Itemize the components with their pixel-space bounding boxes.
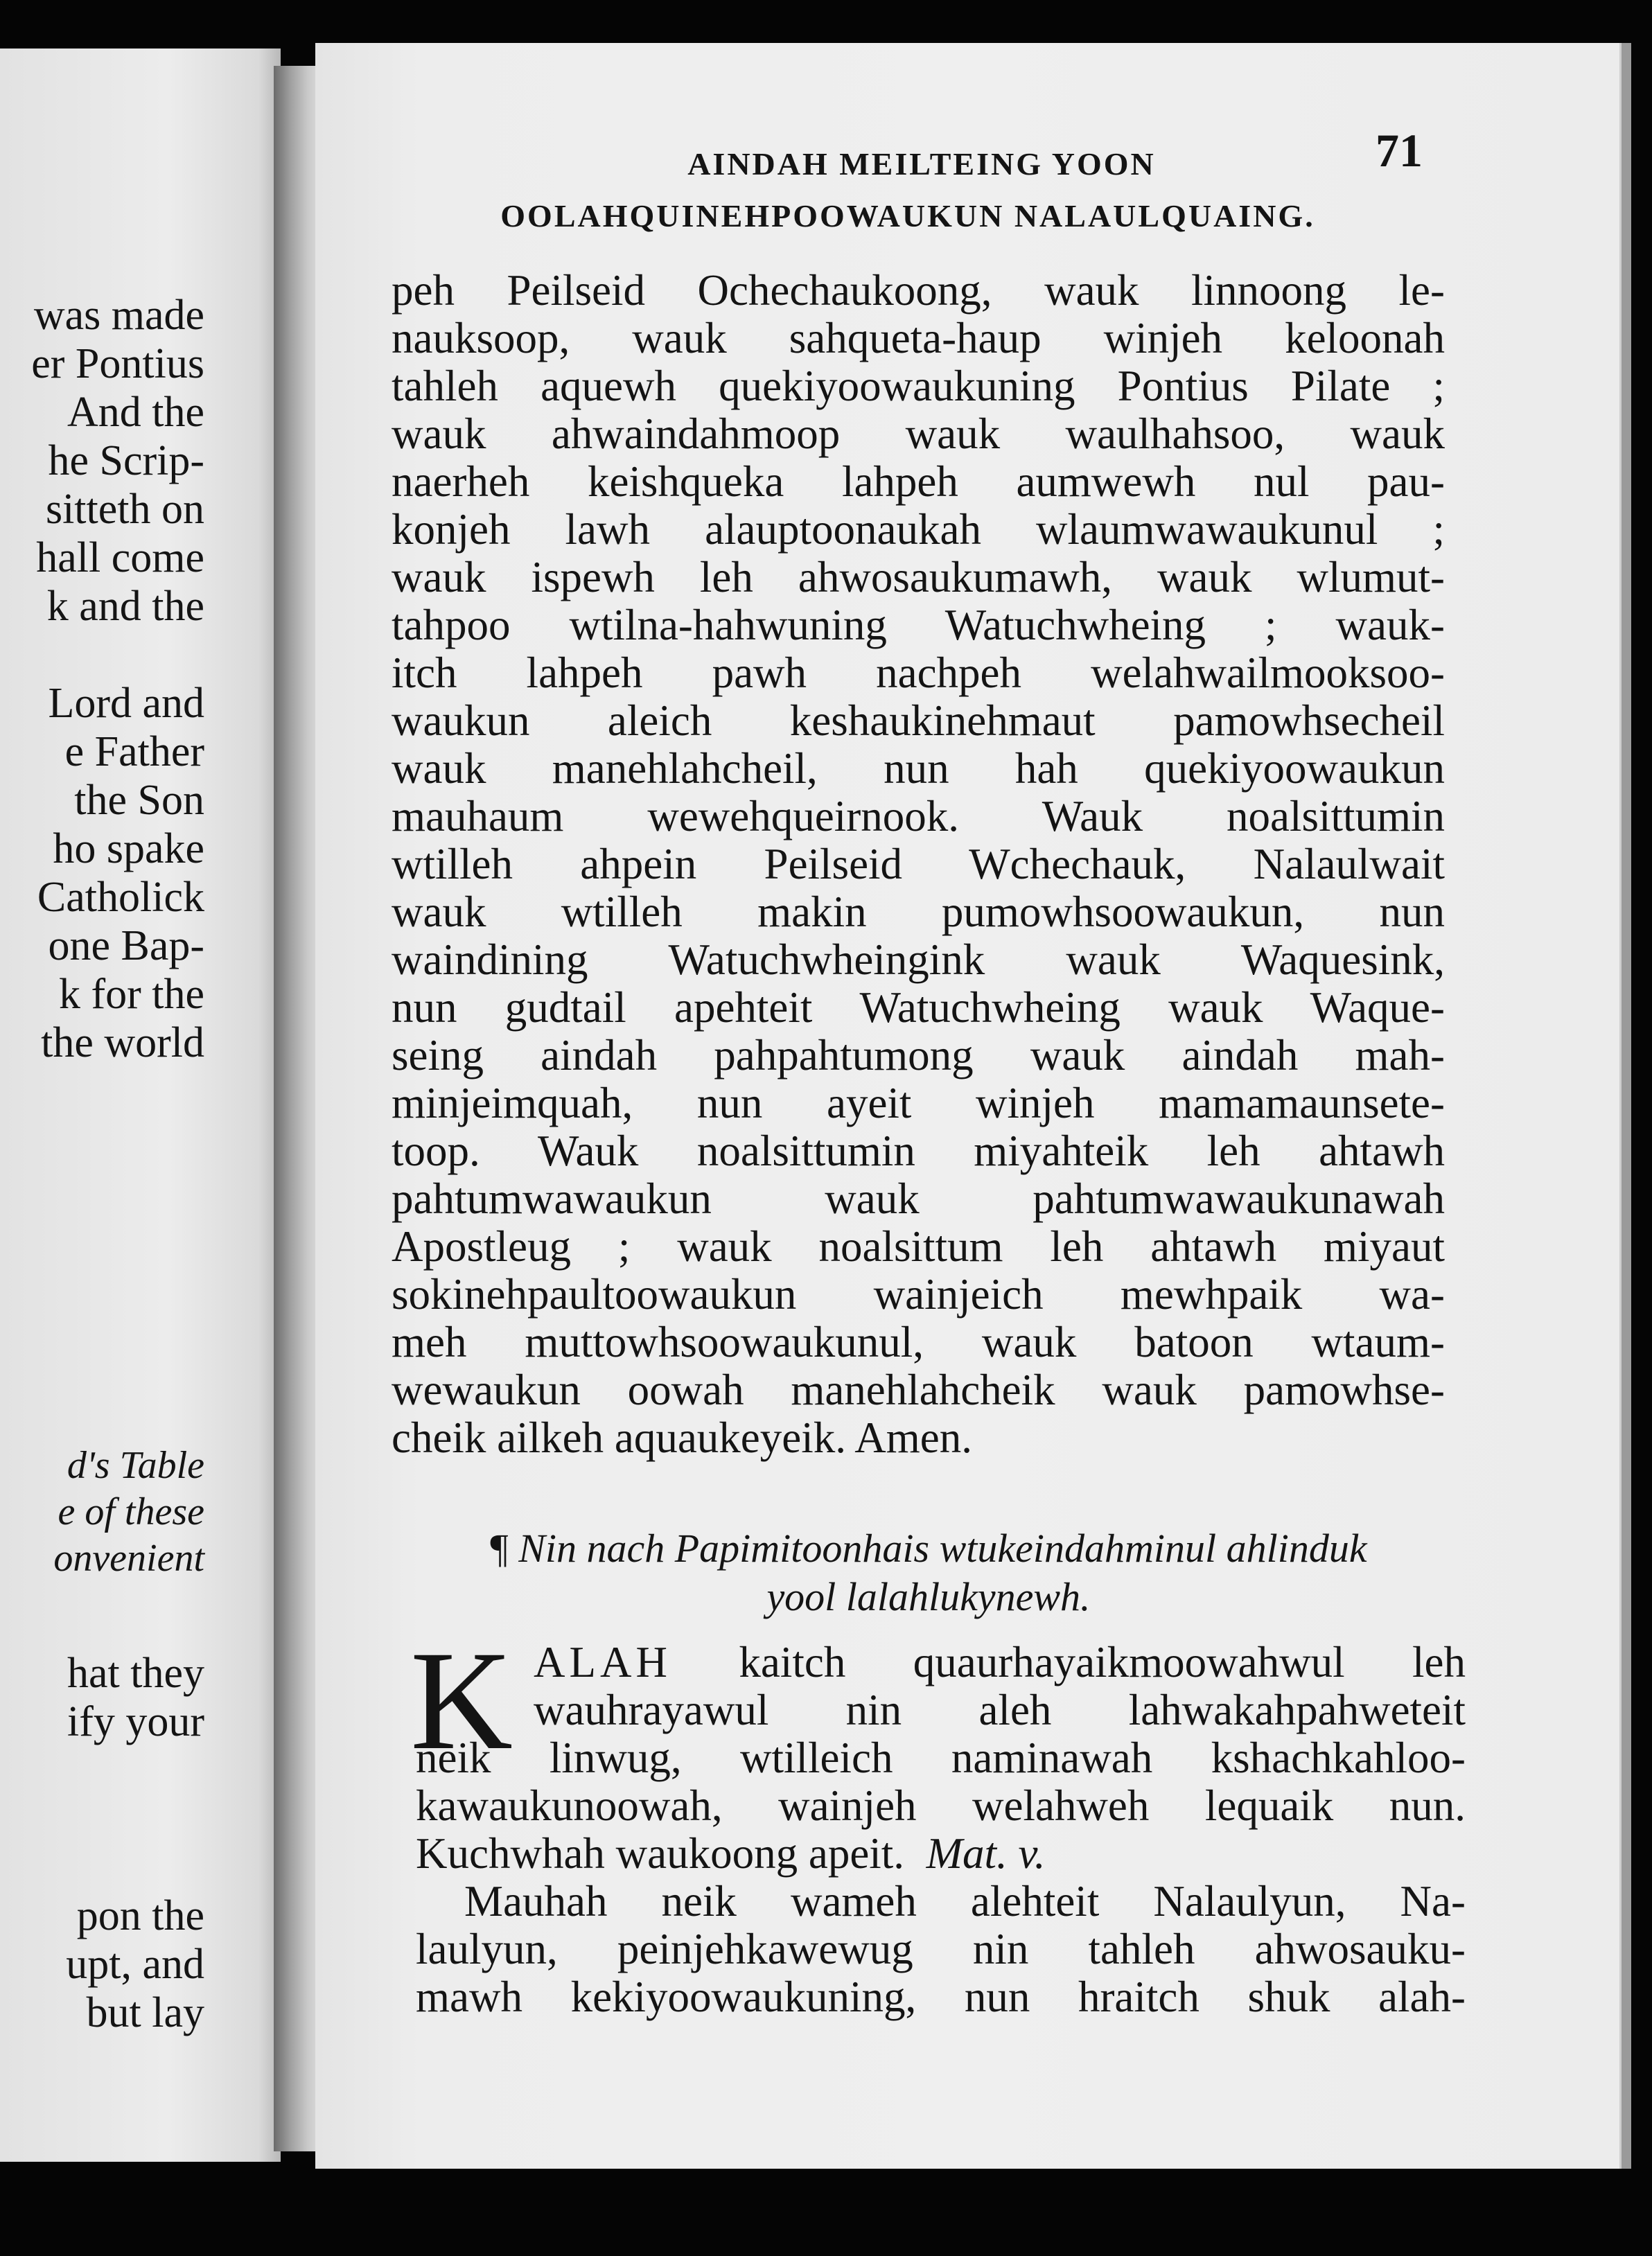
text-line: waindining Watuchwheingink wauk Waquesink, (392, 935, 1445, 984)
text-line: wewaukun oowah manehlahcheik wauk pamowhse- (392, 1366, 1445, 1414)
left-line: upt, and (66, 1941, 204, 1988)
text-line: naerheh keishqueka lahpeh aumwewh nul pau- (392, 457, 1445, 506)
text-line: pahtumwawaukun wauk pahtumwawaukunawah (392, 1174, 1445, 1223)
text-line: wauk ahwaindahmoop wauk waulhahsoo, wauk (392, 409, 1445, 458)
text-line: neik linwug, wtilleich naminawah kshachkahloo- (416, 1734, 1466, 1782)
sentence-paragraph-top (534, 1639, 1466, 1734)
running-head-line2: OOLAHQUINEHPOOWAUKUN NALAULQUAING. (500, 198, 1315, 233)
left-line: sitteth on (45, 486, 204, 533)
left-line: k and the (46, 583, 204, 630)
text-line: peh Peilseid Ochechaukoong, wauk linnoong le- (392, 266, 1445, 315)
left-line: ify your (67, 1698, 204, 1745)
text-line: tahpoo wtilna-hahwuning Watuchwheing ; wauk- (392, 601, 1445, 649)
text-line: wauk wtilleh makin pumowhsoowaukun, nun (392, 888, 1445, 936)
text-line: kawaukunoowah, wainjeh welahweh lequaik nun. (416, 1781, 1466, 1830)
text-line: nauksoop, wauk sahqueta-haup winjeh keloonah (392, 314, 1445, 362)
left-rubric-line: onvenient (53, 1537, 204, 1580)
text-line: minjeimquah, nun ayeit winjeh mamamaunsete- (392, 1079, 1445, 1127)
text-line: mauhaum wewehqueirnook. Wauk noalsittumin (392, 792, 1445, 840)
left-line: hat they (67, 1650, 204, 1697)
page-number: 71 (1376, 124, 1423, 177)
left-line: Lord and (48, 680, 204, 727)
left-line: e Father (64, 728, 204, 775)
rubric-line1: Nin nach Papimitoonhais wtukeindahminul ahlinduk (518, 1526, 1367, 1571)
text-line: wauhrayawul nin aleh lahwakahpahweteit (534, 1686, 1466, 1734)
text-line: laulyun, peinjehkawewug nin tahleh ahwosauku- (416, 1925, 1466, 1973)
sentence-paragraph (416, 1734, 1466, 2021)
drop-cap: K (410, 1622, 513, 1779)
left-line: was made (33, 292, 204, 339)
left-line: Catholick (37, 874, 204, 921)
scripture-ref: Mat. v. (926, 1829, 1046, 1878)
text-line: wauk manehlahcheil, nun hah quekiyoowaukun (392, 744, 1445, 793)
text-line: seing aindah pahpahtumong wauk aindah mah- (392, 1031, 1445, 1079)
pilcrow-mark: ¶ (490, 1526, 509, 1571)
left-line: er Pontius (31, 340, 204, 387)
left-line: ho spake (53, 825, 204, 872)
text-line (534, 1639, 1466, 1686)
text-line: toop. Wauk noalsittumin miyahteik leh ahtawh (392, 1127, 1445, 1175)
text-line: waukun aleich keshaukinehmaut pamowhsecheil (392, 696, 1445, 745)
left-line: one Bap- (48, 922, 204, 969)
text-line: tahleh aquewh quekiyoowaukuning Pontius Pilate ; (392, 362, 1445, 410)
left-line: he Scrip- (48, 437, 204, 484)
text-line-start: Kuchwhah waukoong apeit. (416, 1829, 905, 1878)
rubric-line2: yool lalahlukynewh. (766, 1574, 1091, 1619)
left-rubric-line: e of these (58, 1490, 204, 1533)
text-line: sokinehpaultoowaukun wainjeich mewhpaik wa- (392, 1270, 1445, 1319)
text-line: itch lahpeh pawh nachpeh welahwailmooksoo- (392, 649, 1445, 697)
text-line: meh muttowhsoowaukunul, wauk batoon wtaum- (392, 1318, 1445, 1366)
page-edge (1622, 43, 1631, 2169)
text-line: wtilleh ahpein Peilseid Wchechauk, Nalaulwait (392, 840, 1445, 888)
text-line: Mauhah neik wameh alehteit Nalaulyun, Na- (464, 1877, 1466, 1925)
left-line: k for the (58, 971, 204, 1018)
left-facing-page (0, 49, 281, 2162)
left-line: pon the (76, 1892, 204, 1939)
rubric (416, 1524, 1441, 1621)
text-line: cheik ailkeh aquaukeyeik. Amen. (392, 1413, 972, 1462)
text-line: Apostleug ; wauk noalsittum leh ahtawh miyaut (392, 1222, 1445, 1271)
text-line: mawh kekiyoowaukuning, nun hraitch shuk alah- (416, 1973, 1466, 2021)
running-head-line1: AINDAH MEILTEING YOON (687, 146, 1156, 182)
left-line: the Son (74, 777, 204, 824)
text-line: wauk ispewh leh ahwosaukumawh, wauk wlumut- (392, 553, 1445, 601)
text-line: konjeh lawh alauptoonaukah wlaumwawaukunul ; (392, 505, 1445, 554)
left-rubric-line: d's Table (67, 1444, 204, 1487)
left-line: the world (41, 1019, 204, 1066)
text-line (416, 1830, 1466, 1878)
text-line: nun gudtail apehteit Watuchwheing wauk Waque- (392, 983, 1445, 1032)
creed-paragraph (392, 267, 1445, 1462)
first-word-smallcaps: ALAH (534, 1638, 671, 1686)
text-line-rest: kaitch quaurhayaikmoowahwul leh (739, 1638, 1466, 1686)
left-line: And the (67, 389, 204, 436)
left-line: hall come (36, 534, 204, 581)
left-line: but lay (86, 1989, 204, 2036)
